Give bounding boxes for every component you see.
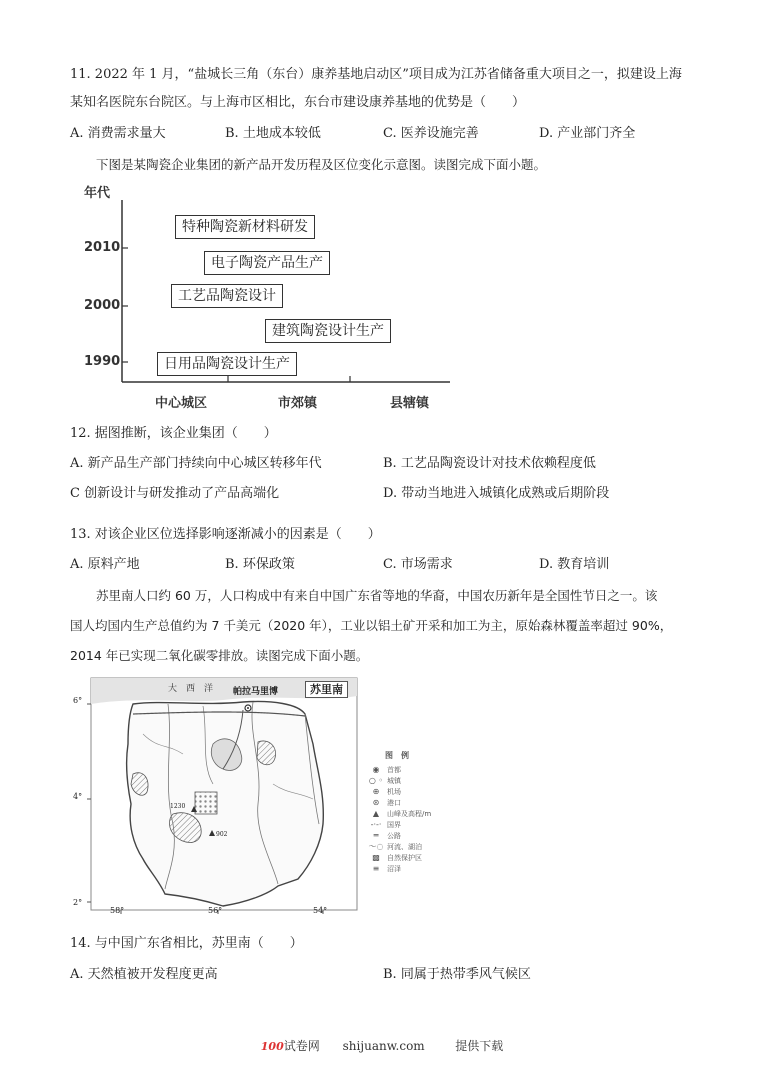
q14-option-b: B. 同属于热带季风气候区 bbox=[383, 967, 531, 982]
legend-title: 图 例 bbox=[385, 751, 409, 760]
reserve-icon: ▩ bbox=[372, 853, 380, 862]
peak-icon: ▲ bbox=[372, 809, 380, 818]
q12-option-d: D. 带动当地进入城镇化成熟或后期阶段 bbox=[383, 486, 610, 501]
intro-suriname-line2: 国人均国内生产总值约为 7 千美元（2020 年），工业以铝土矿开采和加工为主，原始森林覆盖率超过 90%， bbox=[70, 618, 673, 633]
y-tick-1990: 1990 bbox=[84, 354, 121, 369]
q13-option-a: A. 原料产地 bbox=[70, 557, 140, 572]
q13-option-d: D. 教育培训 bbox=[539, 557, 610, 572]
road-icon: ═ bbox=[373, 831, 379, 840]
q12-option-c: C 创新设计与研发推动了产品高端化 bbox=[70, 486, 280, 501]
y-tick-2010: 2010 bbox=[84, 240, 121, 255]
x-cat-city-center: 中心城区 bbox=[155, 396, 208, 411]
swamp-icon: ≡ bbox=[372, 864, 380, 873]
y-axis-title: 年代 bbox=[84, 186, 111, 201]
lon-label-54: 54° bbox=[313, 906, 328, 915]
suriname-map bbox=[73, 674, 363, 914]
y-tick-2000: 2000 bbox=[84, 298, 121, 313]
map-title: 苏里南 bbox=[305, 681, 348, 698]
x-cat-suburb: 市郊镇 bbox=[278, 396, 318, 411]
q13-option-b: B. 环保政策 bbox=[225, 557, 295, 572]
footer-note: 提供下载 bbox=[455, 1039, 504, 1053]
border-icon: -·-· bbox=[370, 820, 382, 829]
q11-option-b: B. 土地成本较低 bbox=[225, 126, 321, 141]
q12-stem: 12. 据图推断，该企业集团（ ） bbox=[70, 426, 277, 441]
lon-label-56: 56° bbox=[208, 906, 223, 915]
peak-label-902: 902 bbox=[216, 831, 228, 838]
port-icon: ⊛ bbox=[372, 798, 380, 807]
q13-option-c: C. 市场需求 bbox=[383, 557, 453, 572]
legend-swamp: 沼泽 bbox=[387, 864, 401, 873]
river-icon: ～◌ bbox=[368, 842, 384, 851]
legend-airport: 机场 bbox=[387, 787, 401, 796]
legend-peak: 山峰及高程/m bbox=[387, 809, 432, 818]
lat-label-4: 4° bbox=[73, 792, 83, 801]
lon-label-58: 58° bbox=[110, 906, 125, 915]
q14-stem: 14. 与中国广东省相比，苏里南（ ） bbox=[70, 936, 303, 951]
x-cat-county-town: 县辖镇 bbox=[390, 396, 430, 411]
intro-suriname-line1: 苏里南人口约 60 万，人口构成中有来自中国广东省等地的华裔，中国农历新年是全国性节日之一。该 bbox=[96, 588, 658, 603]
footer-brand: 试卷网 bbox=[283, 1039, 320, 1053]
bar-electronic-ceramics: 电子陶瓷产品生产 bbox=[204, 251, 330, 275]
legend-border: 国界 bbox=[387, 820, 401, 829]
page-footer bbox=[0, 1037, 764, 1054]
q11-option-a: A. 消费需求量大 bbox=[70, 126, 166, 141]
map-graphic bbox=[73, 674, 363, 914]
legend-road: 公路 bbox=[387, 831, 401, 840]
lat-label-2: 2° bbox=[73, 898, 83, 907]
bar-building-ceramics: 建筑陶瓷设计生产 bbox=[265, 319, 391, 343]
bar-special-ceramics: 特种陶瓷新材料研发 bbox=[175, 215, 315, 239]
q11-option-c: C. 医养设施完善 bbox=[383, 126, 479, 141]
timeline-chart bbox=[80, 182, 460, 412]
airport-icon: ⊕ bbox=[372, 787, 380, 796]
footer-url[interactable]: shijuanw.com bbox=[342, 1039, 425, 1053]
intro-suriname-line3: 2014 年已实现二氧化碳零排放。读图完成下面小题。 bbox=[70, 648, 369, 663]
q14-option-a: A. 天然植被开发程度更高 bbox=[70, 967, 218, 982]
bar-craft-ceramics: 工艺品陶瓷设计 bbox=[171, 284, 283, 308]
lat-label-6: 6° bbox=[73, 696, 83, 705]
legend-town: 城镇 bbox=[387, 776, 401, 785]
map-legend bbox=[365, 750, 475, 874]
bar-daily-ceramics: 日用品陶瓷设计生产 bbox=[157, 352, 297, 376]
legend-capital: 首都 bbox=[387, 765, 401, 774]
legend-reserve: 自然保护区 bbox=[387, 853, 422, 862]
q12-option-a: A. 新产品生产部门持续向中心城区转移年代 bbox=[70, 456, 322, 471]
q13-stem: 13. 对该企业区位选择影响逐渐减小的因素是（ ） bbox=[70, 527, 381, 542]
q11-stem-line1: 11. 2022 年 1 月，“盐城长三角（东台）康养基地启动区”项目成为江苏省储备重大项目之一，拟建设上海 bbox=[70, 67, 682, 82]
q11-option-d: D. 产业部门齐全 bbox=[539, 126, 636, 141]
intro-ceramics: 下图是某陶瓷企业集团的新产品开发历程及区位变化示意图。读图完成下面小题。 bbox=[96, 157, 547, 172]
town-icon: ○ ◦ bbox=[368, 776, 384, 785]
site-logo: 100 bbox=[260, 1040, 284, 1053]
ocean-label: 大 西 洋 bbox=[168, 684, 214, 694]
legend-port: 港口 bbox=[387, 798, 401, 807]
capital-icon: ◉ bbox=[372, 765, 380, 774]
q11-stem-line2: 某知名医院东台院区。与上海市区相比，东台市建设康养基地的优势是（ ） bbox=[70, 95, 526, 110]
q12-option-b: B. 工艺品陶瓷设计对技术依赖程度低 bbox=[383, 456, 596, 471]
capital-label: 帕拉马里博 bbox=[233, 687, 279, 697]
legend-river: 河流、湖泊 bbox=[387, 842, 422, 851]
peak-label-1230: 1230 bbox=[170, 803, 186, 810]
